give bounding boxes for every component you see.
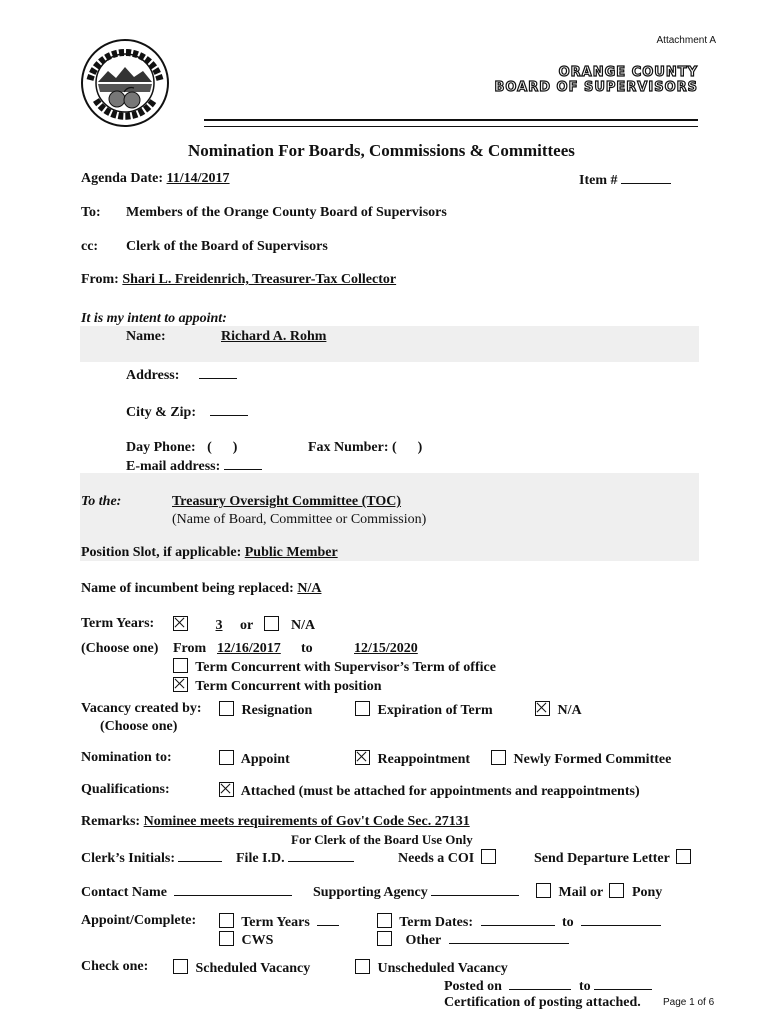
cityzip-label: City & Zip: <box>126 405 196 420</box>
reappointment-checkbox[interactable] <box>355 750 370 765</box>
address-label: Address: <box>126 368 180 383</box>
cws-checkbox[interactable] <box>219 931 234 946</box>
page-number: Page 1 of 6 <box>663 997 715 1008</box>
term-dates-checkbox[interactable] <box>377 913 392 928</box>
cityzip-blank[interactable] <box>210 403 248 416</box>
header-rule <box>204 119 698 127</box>
scheduled-checkbox[interactable] <box>173 959 188 974</box>
dayphone-parens: ( ) <box>207 440 238 455</box>
email-row <box>126 457 262 475</box>
resignation-checkbox[interactable] <box>219 701 234 716</box>
term-na-checkbox[interactable] <box>264 616 279 631</box>
supporting-agency-label: Supporting Agency <box>313 885 428 900</box>
clerk-initials-row <box>81 849 222 867</box>
tothe-value: Treasury Oversight Committee (TOC) <box>172 494 402 509</box>
contact-name-row <box>81 883 292 901</box>
incumbent-label: Name of incumbent being replaced: <box>81 581 294 596</box>
item-number-row <box>579 171 671 189</box>
concurrent-position-option <box>173 677 382 695</box>
appoint-label: Appoint <box>240 752 290 767</box>
dayphone-label: Day Phone: <box>126 440 196 455</box>
remarks-value: Nominee meets requirements of Gov't Code Sec. 27131 <box>143 814 470 829</box>
posted-on-label: Posted on <box>444 979 502 994</box>
choose-one-term: (Choose one) <box>81 641 159 656</box>
term-dates-from-blank[interactable] <box>481 913 555 926</box>
other-blank[interactable] <box>449 931 569 944</box>
agenda-date-value: 11/14/2017 <box>166 171 230 186</box>
term-years-clerk-label: Term Years <box>241 915 310 930</box>
clerk-initials-blank[interactable] <box>178 849 222 862</box>
form-title: Nomination For Boards, Commissions & Committees <box>188 141 575 160</box>
cityzip-row <box>126 403 248 421</box>
check-one-label: Check one: <box>81 959 149 974</box>
incumbent-value: N/A <box>297 581 322 596</box>
appoint-complete-label: Appoint/Complete: <box>81 913 197 928</box>
attached-option <box>219 782 640 800</box>
expiration-option <box>355 701 493 719</box>
email-blank[interactable] <box>224 457 262 470</box>
vacancy-label: Vacancy created by: <box>81 701 202 716</box>
posted-on-row <box>444 977 652 995</box>
concurrent-position-label: Term Concurrent with position <box>195 679 382 694</box>
reappointment-option <box>355 750 470 768</box>
term-dates-to: to <box>562 915 574 930</box>
tothe-caption: (Name of Board, Committee or Commission) <box>172 512 427 527</box>
mail-checkbox[interactable] <box>536 883 551 898</box>
contact-name-label: Contact Name <box>81 885 167 900</box>
org-line-1: ORANGE COUNTY <box>558 65 698 80</box>
nomination-label: Nomination to: <box>81 750 172 765</box>
cc-value: Clerk of the Board of Supervisors <box>126 239 328 254</box>
other-option <box>377 931 569 949</box>
contact-name-blank[interactable] <box>174 883 292 896</box>
name-value: Richard A. Rohm <box>221 329 327 344</box>
scheduled-label: Scheduled Vacancy <box>195 961 311 976</box>
term-from-date: 12/16/2017 <box>217 641 281 656</box>
attached-label: Attached (must be attached for appointments and reappointments) <box>240 784 640 799</box>
term-from-word: From <box>173 641 207 656</box>
term-years-label: Term Years: <box>81 616 155 631</box>
newly-formed-label: Newly Formed Committee <box>513 752 672 767</box>
clerk-heading: For Clerk of the Board Use Only <box>291 832 473 847</box>
shaded-name-row <box>80 326 699 362</box>
term-to-word: to <box>301 641 313 656</box>
term-years-clerk-option <box>219 913 339 931</box>
vacancy-choose-one: (Choose one) <box>100 719 178 734</box>
expiration-checkbox[interactable] <box>355 701 370 716</box>
unscheduled-option <box>355 959 508 977</box>
other-label: Other <box>405 933 442 948</box>
send-departure-option <box>534 849 695 867</box>
posted-to-blank[interactable] <box>594 977 652 990</box>
incumbent-row <box>81 581 321 597</box>
item-number-blank[interactable] <box>621 171 671 184</box>
expiration-label: Expiration of Term <box>377 703 493 718</box>
cc-label: cc: <box>81 239 99 254</box>
term-years-checkbox[interactable] <box>173 616 188 631</box>
newly-formed-checkbox[interactable] <box>491 750 506 765</box>
scheduled-option <box>173 959 310 977</box>
address-row <box>126 366 237 384</box>
agenda-date-row <box>81 171 230 187</box>
term-to-date: 12/15/2020 <box>354 641 418 656</box>
term-years-clerk-blank[interactable] <box>317 913 339 926</box>
to-value: Members of the Orange County Board of Supervisors <box>126 205 447 220</box>
term-years-clerk-checkbox[interactable] <box>219 913 234 928</box>
term-years-value: 3 <box>215 618 223 633</box>
newly-formed-option <box>491 750 671 768</box>
unscheduled-label: Unscheduled Vacancy <box>377 961 508 976</box>
unscheduled-checkbox[interactable] <box>355 959 370 974</box>
from-row <box>81 272 396 288</box>
vacancy-na-option <box>535 701 582 719</box>
vacancy-na-label: N/A <box>557 703 582 718</box>
vacancy-na-checkbox[interactable] <box>535 701 550 716</box>
agenda-date-label: Agenda Date: <box>81 171 164 186</box>
email-label: E-mail address: <box>126 459 221 474</box>
term-years-option <box>173 616 315 634</box>
resignation-label: Resignation <box>241 703 313 718</box>
from-value: Shari L. Freidenrich, Treasurer-Tax Collector <box>122 272 397 287</box>
attachment-label: Attachment A <box>656 35 716 46</box>
reappointment-label: Reappointment <box>377 752 471 767</box>
slot-label: Position Slot, if applicable: <box>81 545 242 560</box>
item-label: Item # <box>579 173 618 188</box>
fax-label: Fax Number: <box>308 440 389 455</box>
fax-parens: ( ) <box>392 440 423 455</box>
cws-label: CWS <box>241 933 274 948</box>
dayphone-row <box>126 440 237 456</box>
needs-coi-label: Needs a COI <box>398 851 475 866</box>
term-dates-option <box>377 913 661 931</box>
posted-on-blank[interactable] <box>509 977 571 990</box>
file-id-label: File I.D. <box>236 851 285 866</box>
concurrent-supervisor-label: Term Concurrent with Supervisor’s Term of office <box>195 660 496 675</box>
from-label: From: <box>81 272 119 287</box>
pony-label: Pony <box>631 885 663 900</box>
slot-row <box>81 545 338 561</box>
concurrent-position-checkbox[interactable] <box>173 677 188 692</box>
needs-coi-checkbox[interactable] <box>481 849 496 864</box>
supporting-agency-row <box>313 883 519 901</box>
cws-option <box>219 931 273 949</box>
concurrent-supervisor-checkbox[interactable] <box>173 658 188 673</box>
intent-text: It is my intent to appoint: <box>81 311 227 326</box>
resignation-option <box>219 701 312 719</box>
mail-or-label: Mail or <box>558 885 603 900</box>
to-label: To: <box>81 205 101 220</box>
org-line-2: BOARD OF SUPERVISORS <box>494 80 698 95</box>
file-id-blank[interactable] <box>288 849 354 862</box>
or-label: or <box>240 618 253 633</box>
concurrent-supervisor-option <box>173 658 496 676</box>
remarks-row <box>81 814 470 830</box>
posted-to-label: to <box>578 979 591 994</box>
term-na-label: N/A <box>290 618 316 633</box>
org-name <box>495 65 698 95</box>
term-dates-label: Term Dates: <box>399 915 473 930</box>
name-label: Name: <box>126 329 166 344</box>
remarks-label: Remarks: <box>81 814 141 829</box>
mail-pony-option <box>536 883 662 901</box>
qualifications-label: Qualifications: <box>81 782 170 797</box>
certification-text: Certification of posting attached. <box>444 995 641 1010</box>
appoint-option <box>219 750 290 768</box>
address-blank[interactable] <box>199 366 237 379</box>
tothe-label: To the: <box>81 494 122 509</box>
other-checkbox[interactable] <box>377 931 392 946</box>
supporting-agency-blank[interactable] <box>431 883 519 896</box>
file-id-row <box>236 849 354 867</box>
clerk-initials-label: Clerk’s Initials: <box>81 851 175 866</box>
needs-coi-option <box>398 849 500 867</box>
send-departure-checkbox[interactable] <box>676 849 691 864</box>
attached-checkbox[interactable] <box>219 782 234 797</box>
fax-row <box>308 440 422 456</box>
term-dates-to-blank[interactable] <box>581 913 661 926</box>
appoint-checkbox[interactable] <box>219 750 234 765</box>
slot-value: Public Member <box>244 545 338 560</box>
pony-checkbox[interactable] <box>609 883 624 898</box>
county-seal <box>80 38 170 128</box>
send-departure-label: Send Departure Letter <box>534 851 670 866</box>
